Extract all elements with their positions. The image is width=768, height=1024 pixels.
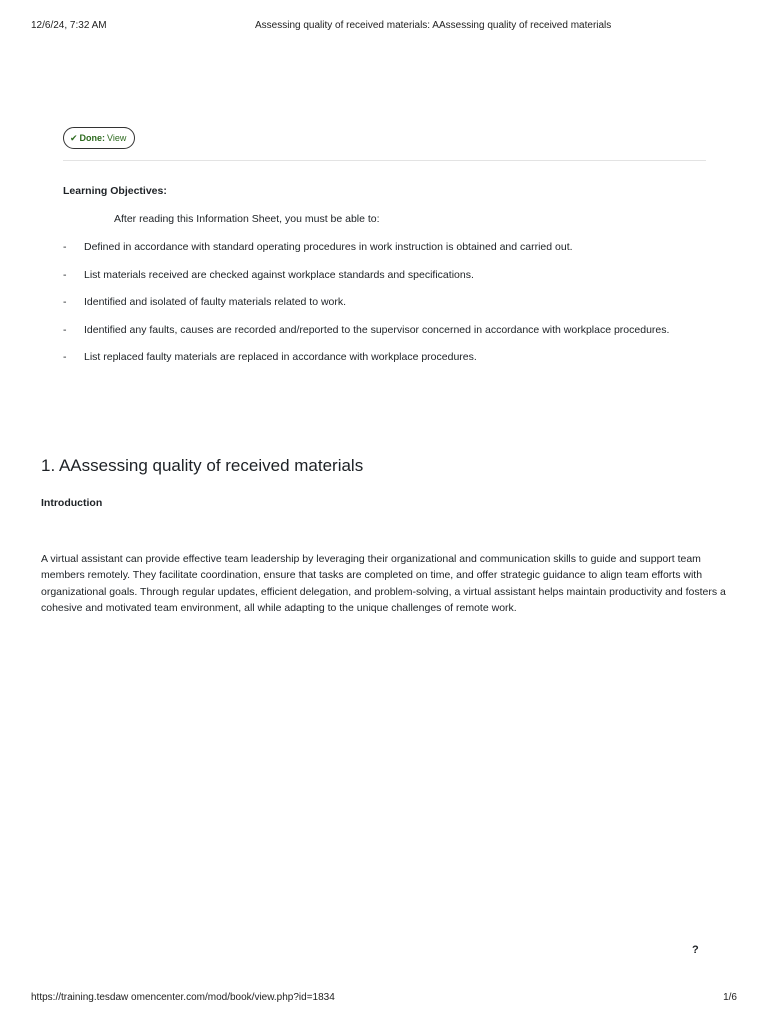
chapter-title: 1. AAssessing quality of received materials xyxy=(41,456,364,475)
list-item xyxy=(63,296,713,324)
list-item xyxy=(63,324,713,352)
page-number: 1/6 xyxy=(723,992,737,1003)
list-bullet: - xyxy=(63,351,67,363)
help-button[interactable]: ? xyxy=(692,944,699,956)
print-url: https://training.tesdaw omencenter.com/mod/book/view.php?id=1834 xyxy=(31,992,335,1003)
list-bullet: - xyxy=(63,323,67,336)
list-bullet: - xyxy=(63,296,67,308)
list-bullet: - xyxy=(63,268,67,281)
introduction-heading: Introduction xyxy=(41,497,103,509)
list-item-text: Defined in accordance with standard operating procedures in work instruction is obtained and carried out. xyxy=(84,241,573,253)
completion-done-button[interactable] xyxy=(63,127,135,149)
introduction-paragraph: A virtual assistant can provide effective team leadership by leveraging their organizational and communication skills to guide and support team members remotely. They facilitate coordination, ensure that tasks are completed on time, and offer strategic guidance to align team efforts with organizational goals. Through regular updates, efficient delegation, and problem-solving, a virtual assistant helps maintain productivity and fosters a cohesive and motivated team environment, all while adapting to the unique challenges of remote work. xyxy=(41,553,726,614)
learning-objectives-intro: After reading this Information Sheet, you must be able to: xyxy=(114,213,380,225)
list-item xyxy=(63,351,713,379)
divider xyxy=(63,160,706,161)
print-page-title: Assessing quality of received materials: AAssessing quality of received materials xyxy=(255,20,612,31)
learning-objectives-list xyxy=(63,241,713,379)
completion-label: Done: xyxy=(79,133,106,143)
print-datetime: 12/6/24, 7:32 AM xyxy=(31,20,107,31)
list-item-text: Identified any faults, causes are recorded and/reported to the supervisor concerned in accordance with workplace procedures. xyxy=(84,323,670,336)
print-header xyxy=(31,20,737,34)
check-icon: ✔ xyxy=(70,132,78,143)
list-item xyxy=(63,269,713,297)
list-item-text: List materials received are checked against workplace standards and specifications. xyxy=(84,268,474,281)
print-footer xyxy=(31,992,737,1006)
list-bullet: - xyxy=(63,241,67,253)
list-item xyxy=(63,241,713,269)
completion-value: View xyxy=(107,133,127,143)
learning-objectives-heading: Learning Objectives: xyxy=(63,185,167,197)
list-item-text: Identified and isolated of faulty materials related to work. xyxy=(84,296,347,308)
list-item-text: List replaced faulty materials are replaced in accordance with workplace procedures. xyxy=(84,351,477,363)
